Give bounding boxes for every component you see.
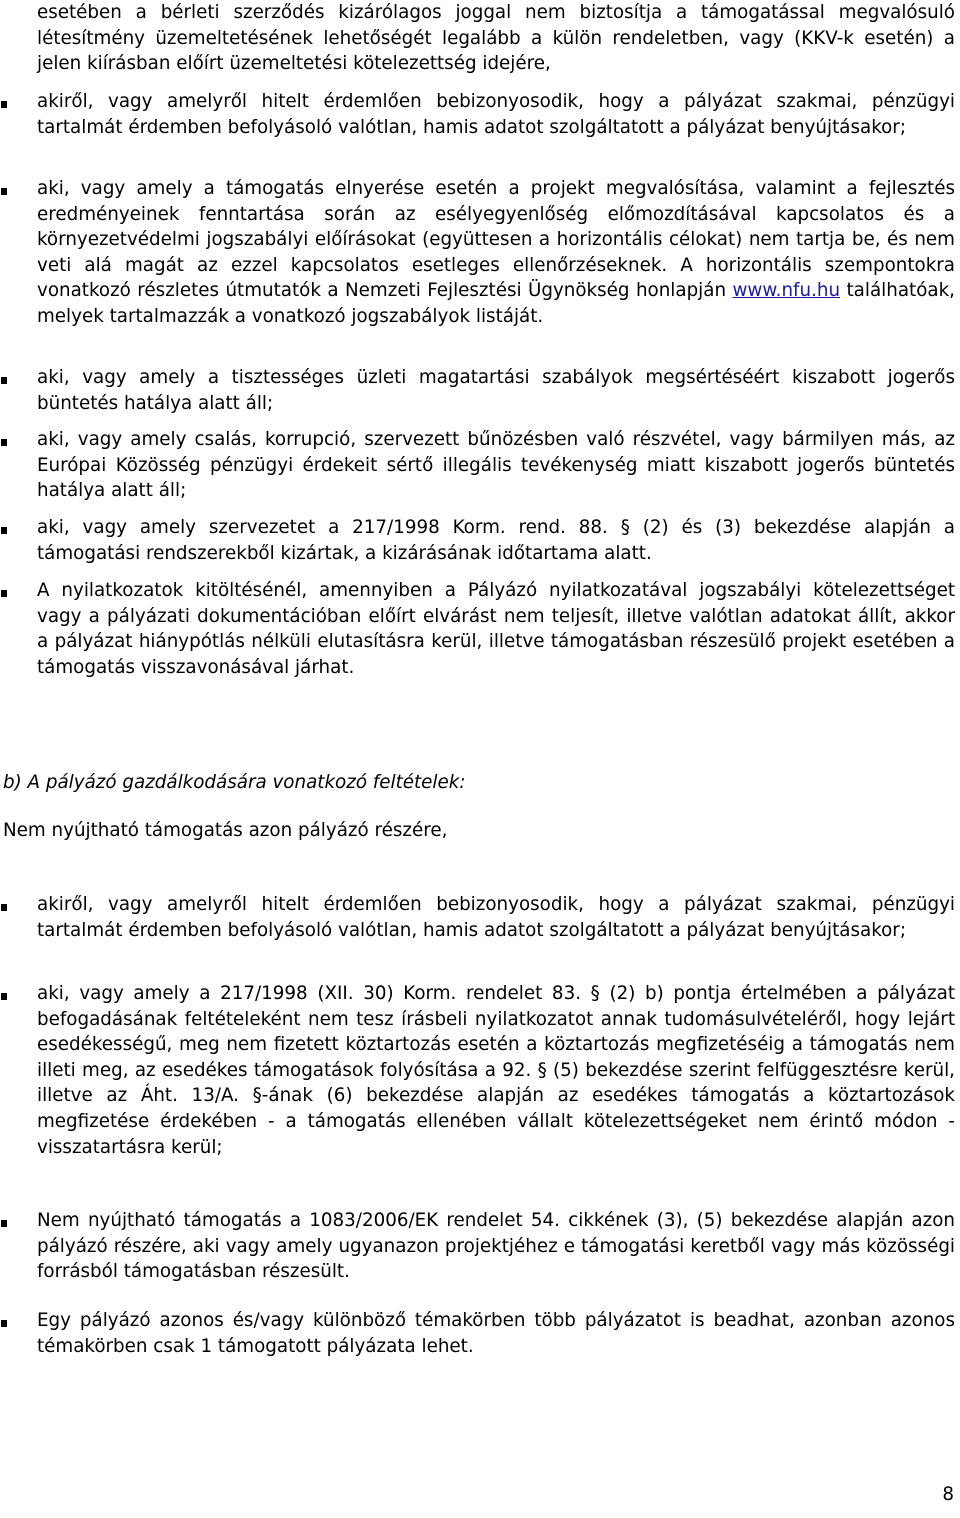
page-number: 8 xyxy=(942,1484,954,1505)
bullet-icon xyxy=(0,439,10,449)
continuation-paragraph: esetében a bérleti szerződés kizárólagos joggal nem biztosítja a támogatással megvalósuló létesítmény üzemeltetésének lehetőségét legalább a külön rendeletben, vagy (KKV-k esetén) a jelen kiírásban előírt üzemeltetési kötelezettség idejére, xyxy=(37,2,955,75)
bullet-icon xyxy=(0,101,10,111)
bullet-icon xyxy=(0,1320,10,1330)
bullet-icon xyxy=(0,377,10,387)
bullet-icon xyxy=(0,1220,10,1230)
list-item: akiről, vagy amelyről hitelt érdemlően bebizonyosodik, hogy a pályázat szakmai, pénzügyi tartalmát érdemben befolyásoló valótlan, hamis adatot szolgáltatott a pályázat benyújtásakor; xyxy=(37,91,955,138)
list-item: aki, vagy amely szervezetet a 217/1998 Korm. rend. 88. § (2) és (3) bekezdése alapján a támogatási rendszerekből kizártak, a kizárásának időtartama alatt. xyxy=(37,517,955,564)
bullet-icon xyxy=(0,993,10,1003)
list-item-text: aki, vagy amely a támogatás elnyerése esetén a projekt megvalósítása, valamint a fejlesztés eredményeinek fenntartása során az esélyegyenlőség előmozdításával kapcsolatos és a környezetvédelmi jogszabályi előírásokat (együttesen a horizontális célokat) nem tartja be, és nem veti alá magát az ezzel kapcsolatos esetleges ellenőrzéseknek. A horizontális szempontokra vonatkozó részletes útmutatók a Nemzeti Fejlesztési Ügynökség honlapján xyxy=(37,178,955,302)
nfu-link[interactable]: www.nfu.hu xyxy=(732,280,841,302)
bullet-icon xyxy=(0,590,10,600)
list-item: A nyilatkozatok kitöltésénél, amennyiben a Pályázó nyilatkozatával jogszabályi kötelezettséget vagy a pályázati dokumentációban előírt elvárást nem teljesít, illetve valótlan adatokat állít, akkor a pályázat hiánypótlás nélküli elutasításra kerül, illetve támogatásban részesülő projekt esetében a támogatás visszavonásával járhat. xyxy=(37,580,955,678)
list-item-text: találhatóak, melyek tartalmazzák a vonatkozó jogszabályok listáját. xyxy=(37,280,955,327)
list-item: aki, vagy amely a tisztességes üzleti magatartási szabályok megsértéséért kiszabott jogerős büntetés hatálya alatt áll; xyxy=(37,367,955,414)
list-item: aki, vagy amely csalás, korrupció, szervezett bűnözésben való részvétel, vagy bármilyen más, az Európai Közösség pénzügyi érdekeit sértő illegális tevékenység miatt kiszabott jogerős büntetés hatálya alatt áll; xyxy=(37,429,955,502)
bullet-icon xyxy=(0,527,10,537)
section-b-intro: Nem nyújtható támogatás azon pályázó részére, xyxy=(3,820,448,841)
bullet-icon xyxy=(0,904,10,914)
list-item: akiről, vagy amelyről hitelt érdemlően bebizonyosodik, hogy a pályázat szakmai, pénzügyi tartalmát érdemben befolyásoló valótlan, hamis adatot szolgáltatott a pályázat benyújtásakor; xyxy=(37,894,955,941)
list-item xyxy=(37,176,955,330)
list-item: Egy pályázó azonos és/vagy különböző témakörben több pályázatot is beadhat, azonban azonos témakörben csak 1 támogatott pályázata lehet. xyxy=(37,1310,955,1357)
list-item: Nem nyújtható támogatás a 1083/2006/EK rendelet 54. cikkének (3), (5) bekezdése alapján azon pályázó részére, aki vagy amely ugyanazon projektjéhez e támogatási keretből vagy más közösségi forrásból támogatásban részesült. xyxy=(37,1210,955,1283)
list-item: aki, vagy amely a 217/1998 (XII. 30) Korm. rendelet 83. § (2) b) pontja értelmében a pályázat befogadásának feltételeként nem tesz írásbeli nyilatkozatot annak tudomásulvételéről, hogy lejárt esedékességű, meg nem fizetett köztartozás esetén a köztartozás megfizetéséig a támogatás nem illeti meg, az esedékes támogatások folyósítása a 92. § (5) bekezdése szerint felfüggesztésre kerül, illetve az Áht. 13/A. §-ának (6) bekezdése alapján az esedékes támogatás a köztartozások megfizetése érdekében - a támogatás ellenében vállalt kötelezettségeket nem érintő módon - visszatartásra kerül; xyxy=(37,983,955,1158)
bullet-icon xyxy=(0,188,10,198)
section-b-heading: b) A pályázó gazdálkodására vonatkozó feltételek: xyxy=(3,772,466,793)
